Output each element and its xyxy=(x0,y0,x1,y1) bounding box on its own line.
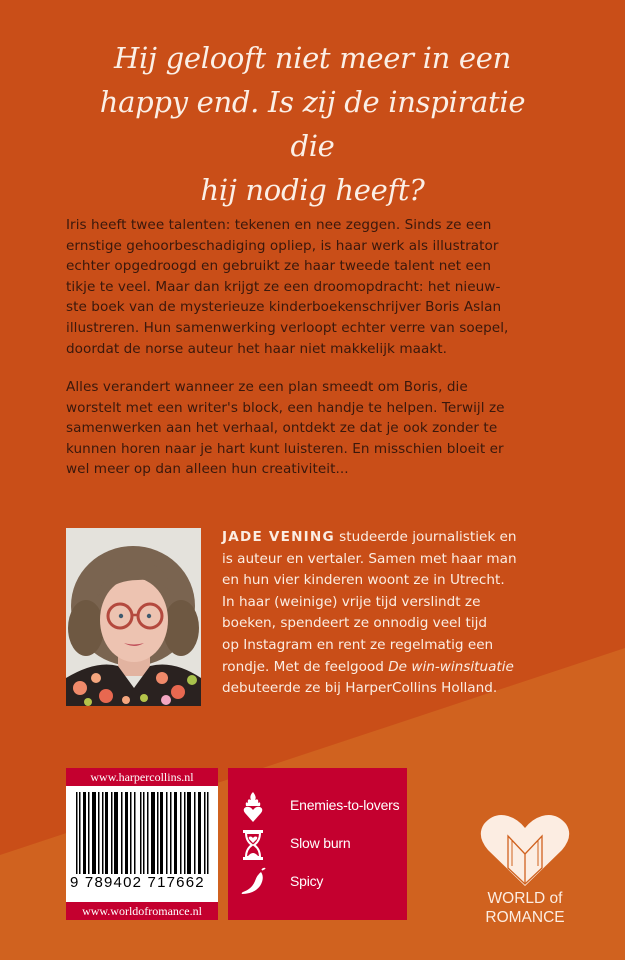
tagline-line: happy end. Is zij de inspiratie die xyxy=(99,85,526,163)
tropes-box xyxy=(228,768,407,920)
author-portrait-illustration xyxy=(66,528,201,706)
bio-line: en hun vier kinderen woont ze in Utrecht. xyxy=(222,572,505,589)
bio-line: In haar (weinige) vrije tijd verslindt ze xyxy=(222,593,481,610)
trope-label: Slow burn xyxy=(290,835,351,851)
blurb-line: Alles verandert wanneer ze een plan smeedt om Boris, die xyxy=(66,379,468,395)
author-bio xyxy=(222,527,622,700)
isbn-number: 9 789402 717662 xyxy=(70,874,216,892)
blurb-line: illustreren. Hun samenwerking verloopt echter verre van soepel, xyxy=(66,319,509,336)
imprint-url[interactable]: www.worldofromance.nl xyxy=(66,902,218,920)
blurb-line: kunnen horen naar je hart kunt luisteren. En misschien bloeit er xyxy=(66,440,504,457)
trope-label: Spicy xyxy=(290,873,324,889)
bio-line: boeken, spendeert ze onnodig veel tijd xyxy=(222,615,488,632)
blurb-line: doordat de norse auteur het haar niet makkelijk maakt. xyxy=(66,340,448,357)
tagline-line: hij nodig heeft? xyxy=(200,173,425,207)
trope-spicy xyxy=(228,866,407,900)
world-of-romance-logo xyxy=(470,808,580,928)
blurb-paragraph-2 xyxy=(66,377,566,480)
blurb-paragraph-1 xyxy=(66,215,566,359)
author-name: JADE VENING xyxy=(222,529,335,545)
blurb-line: tikje te veel. Maar dan krijgt ze een droomopdracht: het nieuw- xyxy=(66,278,501,295)
flaming-heart-icon xyxy=(238,790,268,824)
blurb-line: wel meer op dan alleen hun creativiteit... xyxy=(66,461,349,478)
bio-line: JADE VENING studeerde journalistiek en xyxy=(222,529,517,545)
trope-slow-burn xyxy=(228,828,407,862)
blurb-line: Iris heeft twee talenten: tekenen en nee zeggen. Sinds ze een xyxy=(66,217,492,233)
logo-line-2: ROMANCE xyxy=(485,909,565,926)
blurb-line: samenwerken aan het verhaal, ontdekt ze dat je ook zonder te xyxy=(66,420,498,437)
trope-enemies-to-lovers xyxy=(228,790,407,824)
trope-label: Enemies-to-lovers xyxy=(290,797,400,813)
barcode-box xyxy=(66,768,218,920)
chili-pepper-icon xyxy=(238,866,268,900)
blurb-line: ste boek van de mysterieuze kinderboekenschrijver Boris Aslan xyxy=(66,299,502,316)
hourglass-heart-icon xyxy=(238,828,268,862)
blurb-line: worstelt met een writer's block, een handje te helpen. Terwijl ze xyxy=(66,399,505,416)
publisher-url[interactable]: www.harpercollins.nl xyxy=(66,768,218,786)
book-title: De win-winsituatie xyxy=(388,658,514,675)
logo-line-1: WORLD of xyxy=(487,890,563,907)
bio-line: op Instagram en rent ze regelmatig een xyxy=(222,636,494,653)
bio-line: rondje. Met de feelgood De win-winsituatie xyxy=(222,658,514,675)
bio-line: debuteerde ze bij HarperCollins Holland. xyxy=(222,680,498,697)
blurb-line: ernstige gehoorbeschadiging opliep, is haar werk als illustrator xyxy=(66,237,499,254)
bio-line: is auteur en vertaler. Samen met haar man xyxy=(222,550,517,567)
author-photo xyxy=(66,528,201,706)
tagline xyxy=(80,36,545,212)
blurb-line: echter opgedroogd en gebruikt ze haar tweede talent net een xyxy=(66,258,492,275)
heart-book-icon xyxy=(470,808,580,888)
tagline-line: Hij gelooft niet meer in een xyxy=(114,41,511,75)
